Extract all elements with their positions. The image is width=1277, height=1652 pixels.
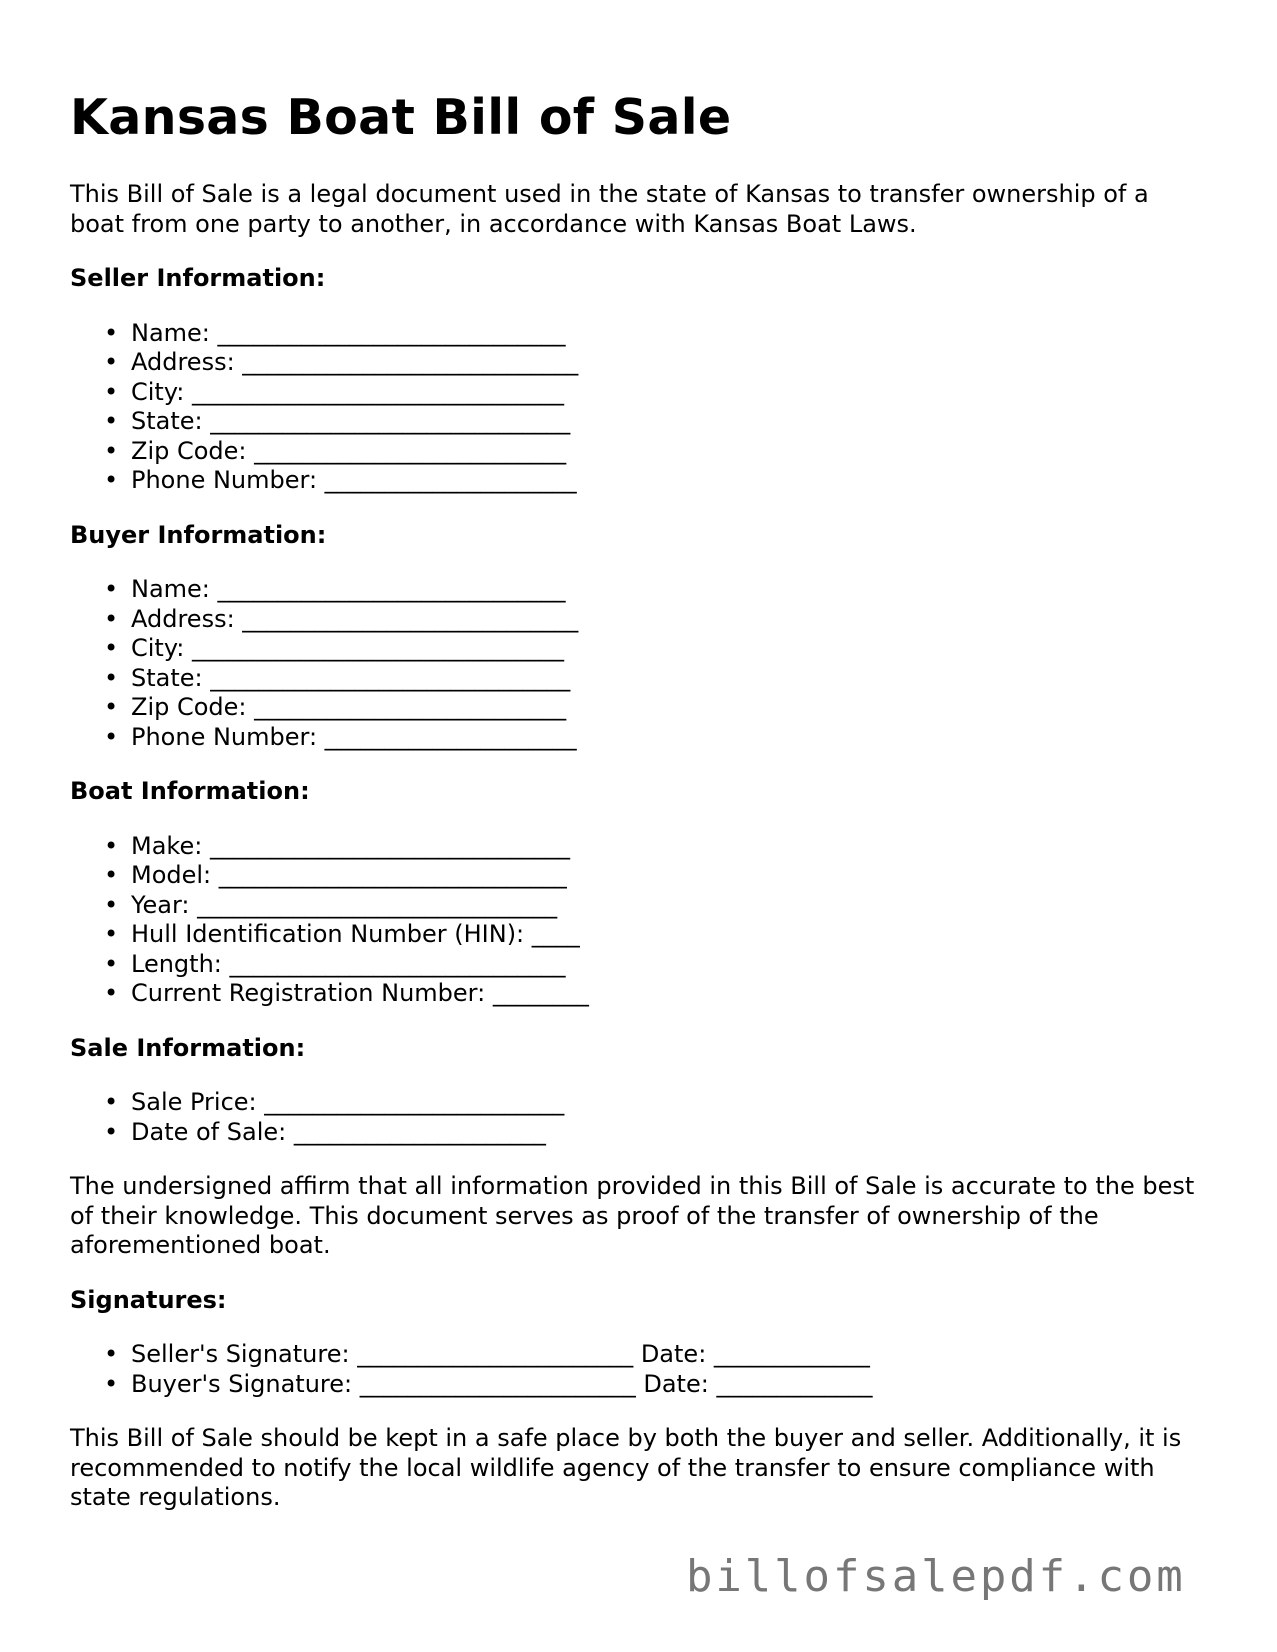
boat-model-field: • Model: _____________________________ [131,861,1210,891]
seller-signature-field: • Seller's Signature: _______________________ Date: _____________ [131,1340,1210,1370]
intro-paragraph: This Bill of Sale is a legal document used in the state of Kansas to transfer ownership of a boat from one party to another, in accordance with Kansas Boat Laws. [70,180,1149,238]
buyer-heading: Buyer Information: [70,520,327,549]
sale-price-field: • Sale Price: _________________________ [131,1088,1210,1118]
buyer-zip-field: • Zip Code: __________________________ [131,693,1210,723]
boat-registration-field: • Current Registration Number: ________ [131,979,1210,1009]
buyer-city-field: • City: _______________________________ [131,634,1210,664]
signatures-heading: Signatures: [70,1285,227,1314]
affirmation-paragraph: The undersigned affirm that all information provided in this Bill of Sale is accurate to the best of their knowledge. This document serves as proof of the transfer of ownership of the aforementioned boat. [70,1172,1195,1259]
buyer-signature-field: • Buyer's Signature: _______________________ Date: _____________ [131,1370,1210,1400]
seller-fields-list [70,319,1210,496]
boat-length-field: • Length: ____________________________ [131,950,1210,980]
buyer-name-field: • Name: _____________________________ [131,575,1210,605]
seller-city-field: • City: _______________________________ [131,378,1210,408]
seller-phone-field: • Phone Number: _____________________ [131,466,1210,496]
seller-state-field: • State: ______________________________ [131,407,1210,437]
seller-name-field: • Name: _____________________________ [131,319,1210,349]
seller-zip-field: • Zip Code: __________________________ [131,437,1210,467]
buyer-phone-field: • Phone Number: _____________________ [131,723,1210,753]
boat-heading: Boat Information: [70,777,310,805]
document-title: Kansas Boat Bill of Sale [70,89,732,146]
sale-heading: Sale Information: [70,1033,306,1062]
boat-fields-list [70,832,1210,1009]
boat-make-field: • Make: ______________________________ [131,832,1210,862]
buyer-address-field: • Address: ____________________________ [131,605,1210,635]
seller-address-field: • Address: ____________________________ [131,348,1210,378]
closing-paragraph: This Bill of Sale should be kept in a safe place by both the buyer and seller. Additionally, it is recommended to notify the local wildlife agency of the transfer to ensure compliance with state regulations. [70,1424,1182,1511]
document-page [70,88,1210,1513]
signatures-list [70,1340,1210,1399]
sale-fields-list [70,1088,1210,1147]
buyer-fields-list [70,575,1210,752]
sale-date-field: • Date of Sale: _____________________ [131,1118,1210,1148]
buyer-state-field: • State: ______________________________ [131,664,1210,694]
boat-hin-field: • Hull Identification Number (HIN): ____ [131,920,1210,950]
seller-heading: Seller Information: [70,264,326,292]
boat-year-field: • Year: ______________________________ [131,891,1210,921]
watermark: billofsalepdf.com [686,1551,1186,1602]
